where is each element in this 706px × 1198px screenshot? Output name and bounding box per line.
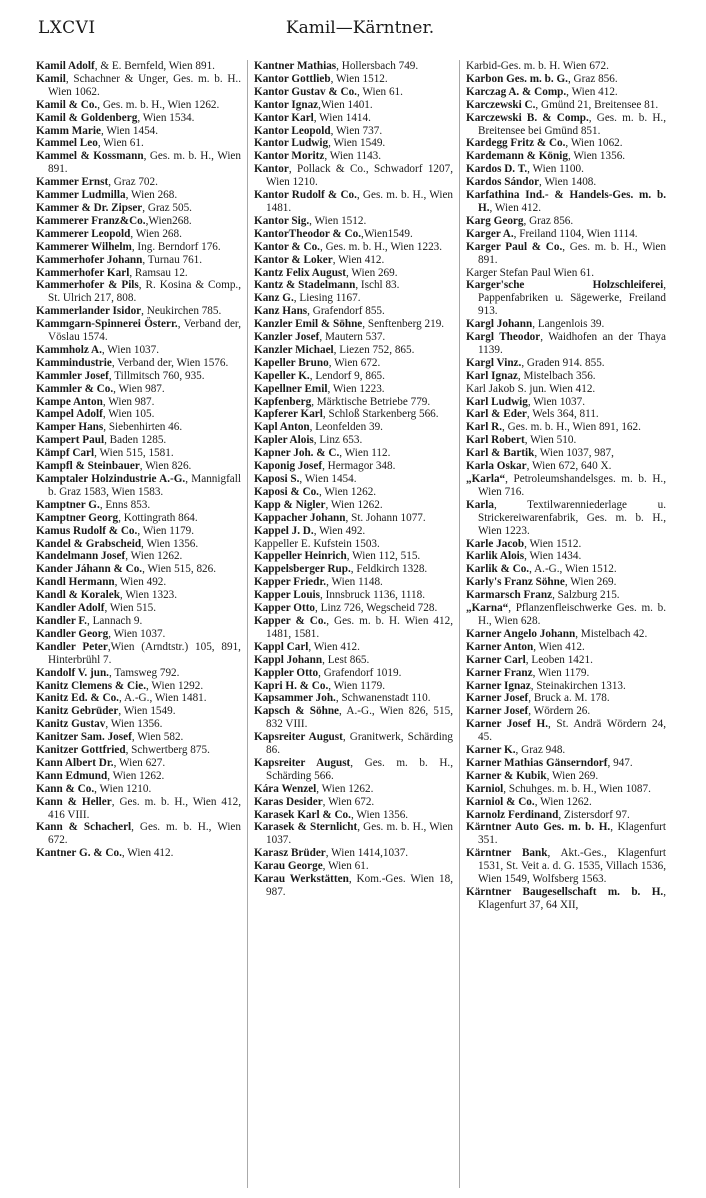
directory-entry: Kandelmann Josef, Wien 1262.	[36, 550, 183, 563]
directory-entry: Kardos D. T., Wien 1100.	[466, 163, 584, 176]
directory-entry: Karl Robert, Wien 510.	[466, 434, 577, 447]
directory-entry: Kanitzer Sam. Josef, Wien 582.	[36, 731, 184, 744]
directory-entry: Kammindustrie, Verband der, Wien 1576.	[36, 356, 229, 369]
directory-entry: Kantor, Pollack & Co., Schwadorf 1207, Wien 1210.	[254, 163, 453, 189]
directory-entry: Kann Edmund, Wien 1262.	[36, 769, 165, 782]
directory-entry: Kamil Adolf, & E. Bernfeld, Wien 891.	[36, 60, 215, 72]
directory-entry: Kappler Otto, Grafendorf 1019.	[254, 666, 402, 679]
directory-entry: Kapl Anton, Leonfelden 39.	[254, 421, 383, 434]
directory-entry: Kammerhofer & Pils, R. Kosina & Comp., St. Ulrich 217, 808.	[36, 279, 242, 305]
directory-entry: Kantor Ludwig, Wien 1549.	[254, 137, 386, 150]
directory-entry: Karbid-Ges. m. b. H. Wien 672.	[466, 60, 609, 72]
directory-entry: Kapler Alois, Linz 653.	[254, 434, 363, 447]
directory-entry: Kandl Hermann, Wien 492.	[36, 576, 167, 589]
directory-entry: Kämpf Carl, Wien 515, 1581.	[36, 447, 174, 460]
directory-entry: Karczag A. & Comp., Wien 412.	[466, 85, 618, 98]
directory-entry: Kamptner G., Enns 853.	[36, 498, 151, 511]
directory-entry: Kammel Leo, Wien 61.	[36, 137, 144, 150]
directory-entry: Kammerer Franz&Co.,Wien268.	[36, 214, 192, 227]
directory-entry: Kann & Co., Wien 1210.	[36, 782, 152, 795]
directory-entry: Kammerer Wilhelm, Ing. Berndorf 176.	[36, 240, 221, 253]
directory-entry: Kappacher Johann, St. Johann 1077.	[254, 511, 426, 524]
directory-entry: Kaponig Josef, Hermagor 348.	[254, 460, 396, 473]
directory-entry: Kammer Ludmilla, Wien 268.	[36, 189, 178, 202]
directory-entry: Karg Georg, Graz 856.	[466, 214, 574, 227]
directory-entry: Kärntner Baugesellschaft m. b. H., Klagenfurt 37, 64 XII,	[466, 886, 666, 911]
directory-entry: Kappel J. D., Wien 492.	[254, 524, 366, 537]
directory-entry: Kanitz Ed. & Co., A.-G., Wien 1481.	[36, 692, 207, 705]
directory-entry: Kantor Gottlieb, Wien 1512.	[254, 72, 388, 85]
directory-entry: Kapner Joh. & C., Wien 112.	[254, 447, 391, 460]
directory-entry: Kapellner Emil, Wien 1223.	[254, 382, 385, 395]
directory-entry: Karnolz Ferdinand, Zistersdorf 97.	[466, 808, 630, 821]
directory-entry: Kanz Hans, Grafendorf 855.	[254, 305, 385, 318]
directory-entry: Kantor Sig., Wien 1512.	[254, 214, 367, 227]
directory-entry: Kappeller Heinrich, Wien 112, 515.	[254, 550, 421, 563]
directory-entry: Kardemann & König, Wien 1356.	[466, 150, 626, 163]
directory-entry: Kander Jáhann & Co., Wien 515, 826.	[36, 563, 217, 576]
directory-entry: Kapeller K., Lendorf 9, 865.	[254, 369, 385, 382]
directory-entry: Kamper Hans, Siebenhirten 46.	[36, 421, 183, 434]
directory-entry: Kandler Adolf, Wien 515.	[36, 602, 157, 615]
page-header	[38, 12, 682, 46]
directory-entry: Kargl Vinz., Graden 914. 855.	[466, 356, 605, 369]
directory-entry: Karger Paul & Co., Ges. m. b. H., Wien 891.	[466, 240, 666, 266]
directory-entry: Kantor Rudolf & Co., Ges. m. b. H., Wien 1481.	[254, 189, 453, 214]
directory-entry: Kärntner Auto Ges. m. b. H., Klagenfurt 351.	[466, 821, 666, 847]
directory-entry: KantorTheodor & Co.,Wien1549.	[254, 227, 413, 240]
directory-entry: Kantor Gustav & Co., Wien 61.	[254, 85, 403, 98]
directory-entry: Karly's Franz Söhne, Wien 269.	[466, 576, 617, 589]
directory-entry: Kanitz Gebrüder, Wien 1549.	[36, 705, 176, 718]
directory-entry: Karner Josef, Wördern 26.	[466, 705, 591, 718]
directory-entry: Kapfenberg, Märktische Betriebe 779.	[254, 395, 431, 408]
directory-entry: „Karla“, Petroleumshandelsges. m. b. H., Wien 716.	[466, 473, 666, 498]
directory-entry: Karniol, Schuhges. m. b. H., Wien 1087.	[466, 782, 651, 795]
directory-entry: Kappl Carl, Wien 412.	[254, 640, 360, 653]
directory-entry: Kandl & Koralek, Wien 1323.	[36, 589, 178, 602]
directory-entry: Kammerhofer Johann, Turnau 761.	[36, 253, 203, 266]
directory-entry: Kantz & Stadelmann, Ischl 83.	[254, 279, 400, 292]
directory-entry: Kandolf V. jun., Tamsweg 792.	[36, 666, 180, 679]
directory-entry: Kantor & Loker, Wien 412.	[254, 253, 385, 266]
directory-entry: Kapsch & Söhne, A.-G., Wien 826, 515, 832 VIII.	[254, 705, 454, 731]
column-1	[36, 60, 248, 1188]
directory-entry: Karner Angelo Johann, Mistelbach 42.	[466, 627, 648, 640]
directory-entry: Kappelsberger Rup., Feldkirch 1328.	[254, 563, 428, 576]
directory-entry: Karl Ludwig, Wien 1037.	[466, 395, 585, 408]
column-2	[248, 60, 460, 1188]
directory-entry: Kamil & Co., Ges. m. b. H., Wien 1262.	[36, 98, 220, 111]
directory-entry: Kaposi S., Wien 1454.	[254, 473, 357, 485]
directory-entry: Karle Jacob, Wien 1512.	[466, 537, 582, 550]
directory-entry: Karlik Alois, Wien 1434.	[466, 550, 582, 563]
directory-entry: Kann Albert Dr., Wien 627.	[36, 756, 166, 769]
directory-entry: Karger Stefan Paul Wien 61.	[466, 266, 595, 279]
directory-entry: Karner Franz, Wien 1179.	[466, 666, 590, 679]
directory-entry: Kamptaler Holzindustrie A.-G., Mannigfall b. Graz 1583, Wien 1583.	[36, 473, 241, 498]
directory-entry: Kanzler Michael, Liezen 752, 865.	[254, 343, 415, 356]
directory-entry: Kantor Moritz, Wien 1143.	[254, 150, 382, 163]
directory-entry: Kapper & Co., Ges. m. b. H. Wien 412, 1481, 1581.	[254, 614, 453, 640]
directory-entry: Kargl Theodor, Waidhofen an der Thaya 1139.	[466, 331, 666, 356]
directory-entry: Kappeller E. Kufstein 1503.	[254, 537, 380, 550]
directory-entry: Kandel & Grabscheid, Wien 1356.	[36, 537, 199, 550]
directory-entry: Kára Wenzel, Wien 1262.	[254, 782, 374, 795]
directory-entry: Kampel Adolf, Wien 105.	[36, 408, 155, 421]
directory-entry: Kapper Louis, Innsbruck 1136, 1118.	[254, 589, 426, 602]
directory-entry: Kärntner Bank, Akt.-Ges., Klagenfurt 1531, St. Veit a. d. G. 1535, Villach 1536, Wien 1549, Wolfsberg 1563.	[466, 847, 666, 886]
directory-entry: Kammerhofer Karl, Ramsau 12.	[36, 266, 188, 279]
directory-entry: Karmarsch Franz, Salzburg 215.	[466, 589, 620, 602]
directory-entry: Kantor Karl, Wien 1414.	[254, 111, 371, 124]
directory-entry: Karner Josef, Bruck a. M. 178.	[466, 692, 610, 705]
directory-entry: Kamptner Georg, Kottingrath 864.	[36, 511, 198, 524]
directory-entry: Kapper Otto, Linz 726, Wegscheid 728.	[254, 602, 438, 615]
directory-entry: Karner Anton, Wien 412.	[466, 640, 585, 653]
directory-entry: Kapp & Nigler, Wien 1262.	[254, 498, 383, 511]
directory-entry: Karner Ignaz, Steinakirchen 1313.	[466, 679, 626, 692]
column-3	[460, 60, 672, 1188]
directory-entry: Karbon Ges. m. b. G., Graz 856.	[466, 72, 618, 85]
directory-entry: Kammler & Co., Wien 987.	[36, 382, 165, 395]
directory-entry: Karau George, Wien 61.	[254, 860, 369, 873]
directory-entry: Kammerer Leopold, Wien 268.	[36, 227, 182, 240]
directory-entry: Kandler Peter,Wien (Arndtstr.) 105, 891, Hinterbrühl 7.	[36, 640, 241, 666]
directory-entry: Karner Josef H., St. Andrä Wördern 24, 45.	[466, 718, 666, 744]
directory-entry: Kapsreiter August, Granitwerk, Schärding 86.	[254, 731, 453, 757]
directory-entry: Karger A., Freiland 1104, Wien 1114.	[466, 227, 638, 240]
directory-entry: Karner & Kubik, Wien 269.	[466, 769, 599, 782]
directory-entry: Kantor Leopold, Wien 737.	[254, 124, 383, 137]
directory-entry: Kargl Johann, Langenlois 39.	[466, 318, 605, 331]
directory-entry: Kapsammer Joh., Schwanenstadt 110.	[254, 692, 431, 705]
directory-entry: Kardegg Fritz & Co., Wien 1062.	[466, 137, 623, 150]
directory-entry: Kanitz Gustav, Wien 1356.	[36, 718, 163, 731]
directory-entry: Kamm Marie, Wien 1454.	[36, 124, 159, 137]
directory-entry: Karau Werkstätten, Kom.-Ges. Wien 18, 987.	[254, 873, 453, 898]
directory-entry: Karl Ignaz, Mistelbach 356.	[466, 369, 596, 382]
directory-entry: Karla, Textilwarenniederlage u. Strickereiwarenfabrik, Ges. m. b. H., Wien 1223.	[466, 498, 666, 537]
directory-entry: Kammholz A., Wien 1037.	[36, 343, 160, 356]
directory-entry: Kantor Ignaz,Wien 1401.	[254, 98, 373, 111]
directory-entry: Kamil & Goldenberg, Wien 1534.	[36, 111, 195, 124]
directory-entry: Karfathina Ind.- & Handels-Ges. m. b. H., Wien 412.	[466, 189, 666, 214]
running-head: Kamil—Kärntner.	[285, 18, 435, 38]
directory-entry: Karl Jakob S. jun. Wien 412.	[466, 382, 596, 395]
directory-entry: Kapsreiter August, Ges. m. b. H., Schärding 566.	[254, 756, 453, 782]
directory-entry: Kanzler Josef, Mautern 537.	[254, 331, 386, 344]
directory-entry: Kapferer Karl, Schloß Starkenberg 566.	[254, 408, 439, 421]
directory-entry: Kann & Heller, Ges. m. b. H., Wien 412, 416 VIII.	[36, 795, 241, 821]
directory-entry: Karl & Bartik, Wien 1037, 987,	[466, 447, 614, 460]
directory-entry: Kammer & Dr. Zipser, Graz 505.	[36, 201, 192, 214]
directory-entry: Karner Mathias Gänserndorf, 947.	[466, 756, 633, 769]
directory-entry: Kanz G., Liesing 1167.	[254, 292, 361, 305]
directory-entry: Kammer Ernst, Graz 702.	[36, 176, 158, 189]
directory-entry: Kapeller Bruno, Wien 672.	[254, 356, 381, 369]
directory-entry: Kardos Sándor, Wien 1408.	[466, 176, 597, 189]
directory-columns	[36, 60, 672, 1188]
directory-entry: Karl R., Ges. m. b. H., Wien 891, 162.	[466, 421, 641, 434]
directory-entry: Karczewski B. & Comp., Ges. m. b. H., Breitensee bei Gmünd 851.	[466, 111, 666, 137]
directory-entry: Karl & Eder, Wels 364, 811.	[466, 408, 599, 421]
directory-entry: Karner K., Graz 948.	[466, 744, 566, 757]
directory-entry: Karlik & Co., A.-G., Wien 1512.	[466, 563, 617, 576]
directory-entry: Karner Carl, Leoben 1421.	[466, 653, 593, 666]
directory-entry: Kammgarn-Spinnerei Österr., Verband der, Vöslau 1574.	[36, 318, 241, 344]
directory-entry: Kandler F., Lannach 9.	[36, 614, 143, 627]
directory-entry: Kandler Georg, Wien 1037.	[36, 627, 166, 640]
directory-entry: Karniol & Co., Wien 1262.	[466, 795, 592, 808]
directory-entry: Kampfl & Steinbauer, Wien 826.	[36, 460, 192, 473]
directory-entry: Kantz Felix August, Wien 269.	[254, 266, 398, 279]
directory-entry: Kampe Anton, Wien 987.	[36, 395, 155, 408]
directory-entry: Karasek & Sternlicht, Ges. m. b. H., Wien 1037.	[254, 821, 453, 847]
directory-entry: Kamil, Schachner & Unger, Ges. m. b. H.. Wien 1062.	[36, 72, 241, 98]
directory-entry: Karasek Karl & Co., Wien 1356.	[254, 808, 409, 821]
directory-entry: „Karna“, Pflanzenfleischwerke Ges. m. b. H., Wien 628.	[466, 602, 666, 627]
directory-entry: Kappl Johann, Lest 865.	[254, 653, 370, 666]
directory-entry: Kantner Mathias, Hollersbach 749.	[254, 60, 419, 72]
directory-entry: Karczewski C., Gmünd 21, Breitensee 81.	[466, 98, 659, 111]
directory-entry: Kammerlander Isidor, Neukirchen 785.	[36, 305, 222, 318]
directory-entry: Kamus Rudolf & Co., Wien 1179.	[36, 524, 195, 537]
directory-entry: Karasz Brüder, Wien 1414,1037.	[254, 847, 409, 860]
directory-entry: Kantor & Co., Ges. m. b. H., Wien 1223.	[254, 240, 443, 253]
directory-entry: Kanitz Clemens & Cie., Wien 1292.	[36, 679, 204, 692]
directory-entry: Kapper Friedr., Wien 1148.	[254, 576, 383, 589]
directory-entry: Kanitzer Gottfried, Schwertberg 875.	[36, 744, 210, 757]
directory-entry: Kantner G. & Co., Wien 412.	[36, 847, 174, 860]
directory-entry: Kapri H. & Co., Wien 1179.	[254, 679, 386, 692]
directory-entry: Kann & Schacherl, Ges. m. b. H., Wien 672.	[36, 821, 241, 847]
page-number: LXCVI	[38, 18, 96, 38]
directory-entry: Kammler Josef, Tillmitsch 760, 935.	[36, 369, 205, 382]
directory-entry: Kanzler Emil & Söhne, Senftenberg 219.	[254, 318, 445, 331]
directory-entry: Kaposi & Co., Wien 1262.	[254, 485, 377, 498]
directory-entry: Kampert Paul, Baden 1285.	[36, 434, 167, 447]
directory-entry: Karas Desider, Wien 672.	[254, 795, 375, 808]
directory-entry: Karger'sche Holzschleiferei, Pappenfabriken u. Sägewerke, Freiland 913.	[466, 279, 666, 318]
directory-entry: Kammel & Kossmann, Ges. m. b. H., Wien 891.	[36, 150, 241, 176]
directory-entry: Karla Oskar, Wien 672, 640 X.	[466, 460, 612, 473]
